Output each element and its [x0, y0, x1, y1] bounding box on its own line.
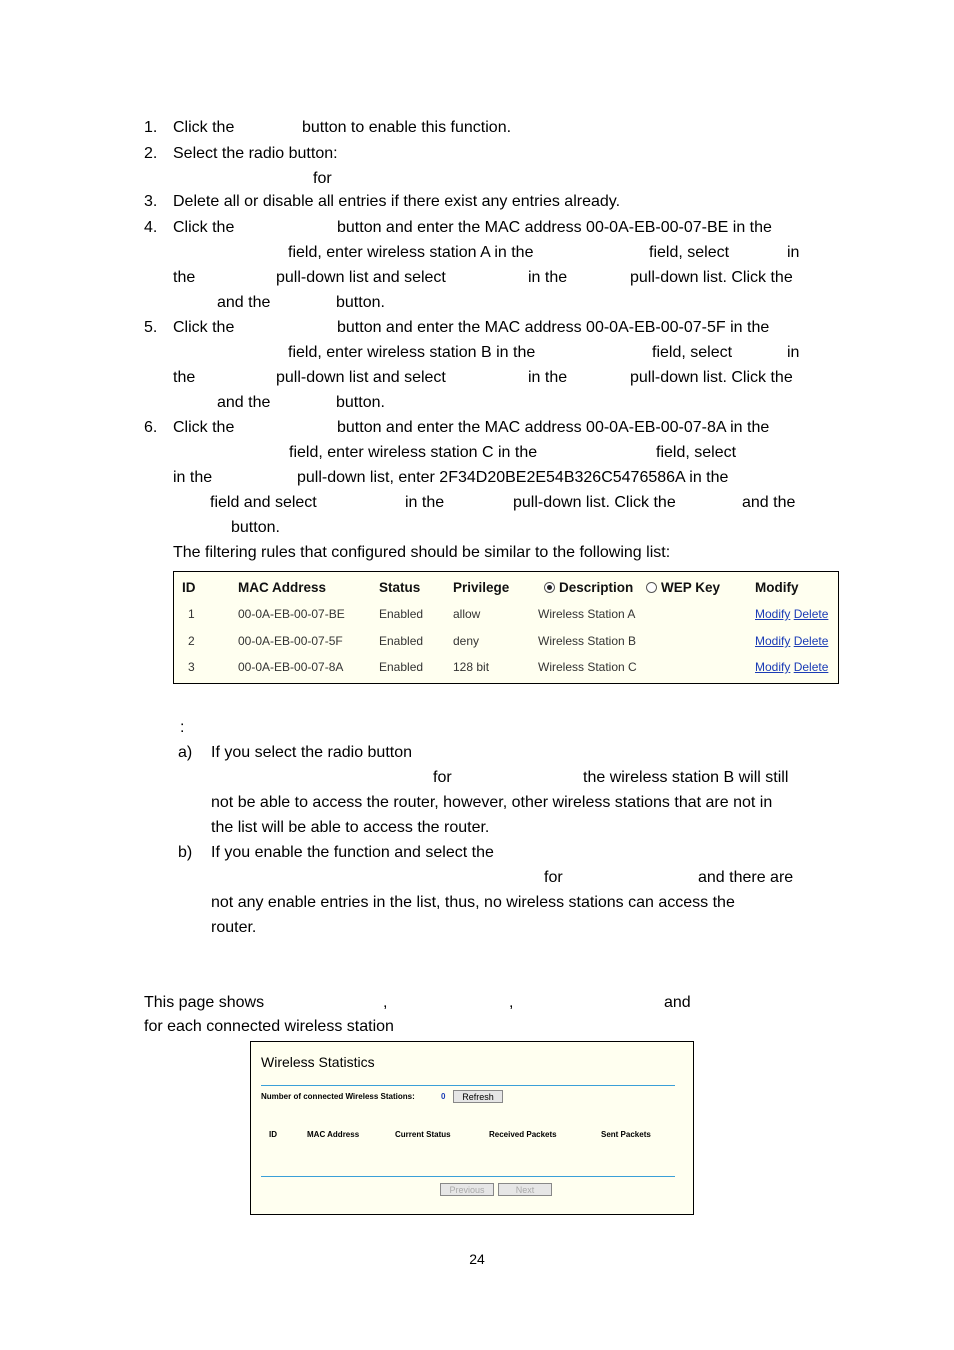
- note-b-l2b: and there are: [698, 869, 794, 886]
- row-3-description: Wireless Station C: [538, 660, 637, 674]
- column-sent-packets: Sent Packets: [601, 1130, 651, 1139]
- row-1-status: Enabled: [379, 607, 424, 621]
- step-6-l1a: Click the: [173, 419, 235, 436]
- row-2-status: Enabled: [379, 634, 424, 648]
- note-a-l1: If you select the radio button: [211, 744, 413, 761]
- column-mac-address: MAC Address: [307, 1130, 360, 1139]
- mac-filter-table: [173, 571, 839, 684]
- step-1-number: 1.: [144, 119, 158, 136]
- header-status: Status: [379, 580, 421, 595]
- note-a-l2b: the wireless station B will still: [583, 769, 789, 786]
- radio-selected-icon: [544, 582, 555, 593]
- stats-intro-and: and: [664, 994, 691, 1011]
- step-6-l3b: pull-down list, enter 2F34D20BE2E54B326C5476586A in the: [297, 469, 729, 486]
- header-mac-address: MAC Address: [238, 580, 327, 595]
- refresh-button[interactable]: Refresh: [453, 1090, 503, 1103]
- step-4-l1b: button and enter the MAC address 00-0A-EB-00-07-BE in the: [337, 219, 772, 236]
- step-5-l2b: field, select: [652, 344, 733, 361]
- row-1-delete-link[interactable]: Delete: [793, 607, 829, 621]
- note-b-l4: router.: [211, 919, 257, 936]
- header-wep-key-label: WEP Key: [661, 580, 721, 595]
- header-description-radio[interactable]: [544, 580, 633, 595]
- row-1-mac: 00-0A-EB-00-07-BE: [238, 607, 345, 621]
- row-2-modify-link[interactable]: Modify: [755, 634, 791, 648]
- note-a-l4: the list will be able to access the router.: [211, 819, 490, 836]
- next-button[interactable]: Next: [498, 1183, 552, 1196]
- step-6-l4b: in the: [405, 494, 445, 511]
- note-b-l2a: for: [544, 869, 563, 886]
- stats-intro-l2: for each connected wireless station: [144, 1018, 394, 1035]
- step-4-l3b: pull-down list and select: [276, 269, 446, 286]
- step-2-text-a: Select the radio button:: [173, 145, 338, 162]
- stats-intro-a: This page shows: [144, 994, 265, 1011]
- step-5-l1b: button and enter the MAC address 00-0A-EB-00-07-5F in the: [337, 319, 770, 336]
- step-3-text: Delete all or disable all entries if there exist any entries already.: [173, 193, 621, 210]
- row-2-description: Wireless Station B: [538, 634, 637, 648]
- panel-title: Wireless Statistics: [261, 1054, 375, 1070]
- step-5-l3a: the: [173, 369, 196, 386]
- step-4-l3d: pull-down list. Click the: [630, 269, 793, 286]
- row-2-mac: 00-0A-EB-00-07-5F: [238, 634, 343, 648]
- note-a-label: a): [178, 744, 193, 761]
- step-5-l2a: field, enter wireless station B in the: [288, 344, 536, 361]
- step-4-l4a: and the: [217, 294, 271, 311]
- row-1-privilege: allow: [453, 607, 481, 621]
- row-3-privilege: 128 bit: [453, 660, 490, 674]
- step-4-l4b: button.: [336, 294, 385, 311]
- step-4-number: 4.: [144, 219, 158, 236]
- step-4-l3c: in the: [528, 269, 568, 286]
- row-2-delete-link[interactable]: Delete: [793, 634, 829, 648]
- note-b-l3: not any enable entries in the list, thus, no wireless stations can access the: [211, 894, 735, 911]
- note-a-l2a: for: [433, 769, 452, 786]
- step-5-l4b: button.: [336, 394, 385, 411]
- step-4-l1a: Click the: [173, 219, 235, 236]
- note-a-l3: not be able to access the router, however, other wireless stations that are not in: [211, 794, 773, 811]
- step-4-l2b: field, select: [649, 244, 730, 261]
- step-5-l2c: in: [787, 344, 800, 361]
- step-3-number: 3.: [144, 193, 158, 210]
- step-6-l2b: field, select: [656, 444, 737, 461]
- step-6-l2a: field, enter wireless station C in the: [289, 444, 538, 461]
- step-5-l4a: and the: [217, 394, 271, 411]
- row-3-mac: 00-0A-EB-00-07-8A: [238, 660, 344, 674]
- page-number: 24: [469, 1251, 485, 1267]
- step-6-number: 6.: [144, 419, 158, 436]
- step-4-l2a: field, enter wireless station A in the: [288, 244, 534, 261]
- row-3-status: Enabled: [379, 660, 424, 674]
- row-2-id: 2: [188, 634, 195, 648]
- header-modify: Modify: [755, 580, 799, 595]
- header-description-label: Description: [559, 580, 634, 595]
- column-id: ID: [269, 1130, 277, 1139]
- step-6-l4a: field and select: [210, 494, 317, 511]
- step-1-text-a: Click the: [173, 119, 235, 136]
- row-1-modify-link[interactable]: Modify: [755, 607, 791, 621]
- step-4-l2c: in: [787, 244, 800, 261]
- step-4-l3a: the: [173, 269, 196, 286]
- step-6-l1b: button and enter the MAC address 00-0A-EB-00-07-8A in the: [337, 419, 770, 436]
- step-6-l3a: in the: [173, 469, 213, 486]
- step-6-l5a: button.: [231, 519, 280, 536]
- top-divider: [261, 1085, 675, 1086]
- filter-rules-intro: The filtering rules that configured should be similar to the following list:: [173, 544, 671, 561]
- step-5-l1a: Click the: [173, 319, 235, 336]
- connected-stations-count: 0: [441, 1092, 446, 1101]
- step-6-l4c: pull-down list. Click the: [513, 494, 676, 511]
- column-received-packets: Received Packets: [489, 1130, 557, 1139]
- row-2-privilege: deny: [453, 634, 480, 648]
- column-current-status: Current Status: [395, 1130, 451, 1139]
- header-id: ID: [182, 580, 196, 595]
- row-1-id: 1: [188, 607, 195, 621]
- step-5-l3d: pull-down list. Click the: [630, 369, 793, 386]
- step-2-text-b: for: [313, 170, 332, 187]
- wireless-statistics-panel: [250, 1041, 694, 1215]
- step-6-l4d: and the: [742, 494, 796, 511]
- row-3-delete-link[interactable]: Delete: [793, 660, 829, 674]
- row-3-id: 3: [188, 660, 195, 674]
- header-wep-key-radio[interactable]: [646, 580, 720, 595]
- note-b-label: b): [178, 844, 193, 861]
- previous-button[interactable]: Previous: [440, 1183, 494, 1196]
- step-5-number: 5.: [144, 319, 158, 336]
- radio-unselected-icon: [646, 582, 657, 593]
- note-colon: :: [180, 719, 185, 736]
- row-1-description: Wireless Station A: [538, 607, 636, 621]
- row-3-modify-link[interactable]: Modify: [755, 660, 791, 674]
- note-b-l1: If you enable the function and select the: [211, 844, 494, 861]
- header-privilege: Privilege: [453, 580, 510, 595]
- step-2-number: 2.: [144, 145, 158, 162]
- stats-intro-comma-2: ,: [509, 994, 514, 1011]
- bottom-divider: [261, 1176, 675, 1177]
- step-5-l3c: in the: [528, 369, 568, 386]
- step-1-text-b: button to enable this function.: [302, 119, 512, 136]
- step-5-l3b: pull-down list and select: [276, 369, 446, 386]
- stats-intro-comma-1: ,: [383, 994, 388, 1011]
- connected-stations-label: Number of connected Wireless Stations:: [261, 1092, 415, 1101]
